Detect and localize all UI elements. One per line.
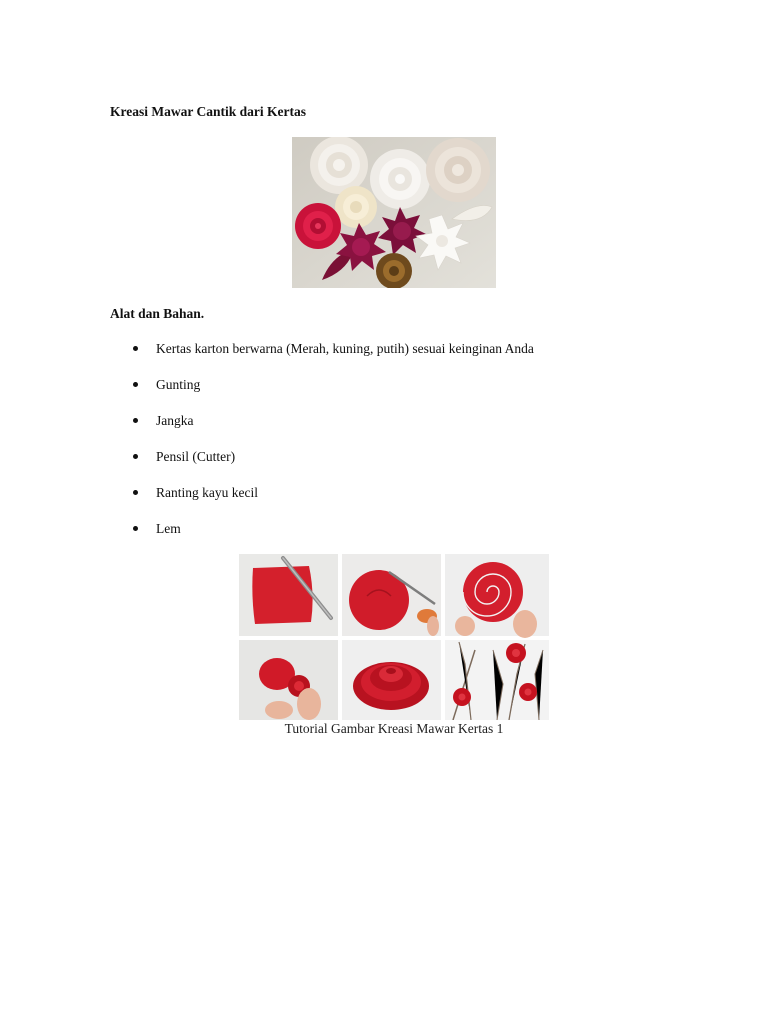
tutorial-step-3 <box>445 554 549 638</box>
bullet-icon <box>133 382 138 387</box>
tutorial-step-2 <box>342 554 441 636</box>
paper-roses-image <box>292 137 496 288</box>
list-item-text: Kertas karton berwarna (Merah, kuning, putih) sesuai keinginan Anda <box>156 341 534 356</box>
list-item-text: Gunting <box>156 377 201 392</box>
list-item-text: Jangka <box>156 413 194 428</box>
list-item-text: Lem <box>156 521 181 536</box>
list-item <box>110 340 710 376</box>
materials-list <box>110 340 710 556</box>
list-item-text: Ranting kayu kecil <box>156 485 258 500</box>
tutorial-step-5 <box>342 640 441 720</box>
tutorial-caption: Tutorial Gambar Kreasi Mawar Kertas 1 <box>284 721 504 736</box>
list-item <box>110 412 710 448</box>
tutorial-step-6 <box>445 640 549 720</box>
bullet-icon <box>133 490 138 495</box>
tutorial-step-1 <box>239 554 338 636</box>
materials-heading: Alat dan Bahan. <box>110 306 205 321</box>
list-item <box>110 448 710 484</box>
rose-tutorial-image <box>239 554 549 720</box>
bullet-icon <box>133 346 138 351</box>
list-item-text: Pensil (Cutter) <box>156 449 236 464</box>
bullet-icon <box>133 526 138 531</box>
list-item <box>110 520 710 556</box>
list-item <box>110 484 710 520</box>
document-title: Kreasi Mawar Cantik dari Kertas <box>110 104 306 119</box>
tutorial-step-4 <box>239 640 338 720</box>
bullet-icon <box>133 454 138 459</box>
bullet-icon <box>133 418 138 423</box>
list-item <box>110 376 710 412</box>
